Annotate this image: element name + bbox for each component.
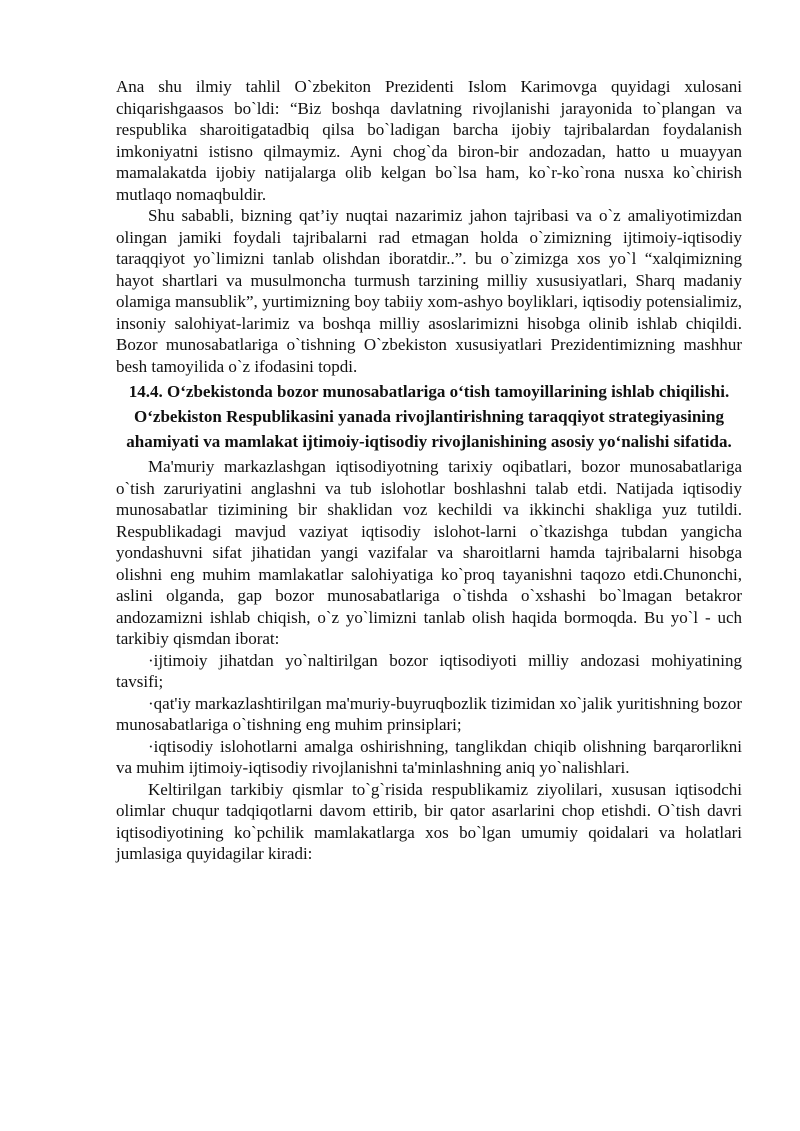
paragraph-main: Ma'muriy markazlashgan iqtisodiyotning tarixiy oqibatlari, bozor munosabatlariga o`tish zaruriyatini anglashni va tub islohotlar boshlashni talab etdi. Natijada iqtisodiy munosabatlar tizimining bir shaklidan voz kechildi va ikkinchi shakliga yuz tutildi. Respublikadagi mavjud vaziyat iqtisodiy islohot-larni o`tkazishga tubdan yangicha yondashuvni sifat jihatidan yangi vazifalar va sharoitlarni hamda tajribalarni hisobga olishni eng muhim mamlakatlar salohiyatiga ko`proq tayanishni taqozo etdi.Chunonchi, aslini olganda, gap bozor munosabatlariga o`tishda o`xshashi bo`lmagan betakror andozamizni ishlab chiqish, o`z yo`limizni tanlab olish haqida bormoqda. Bu yo`l - uch tarkibiy qismdan iborat: (116, 457, 742, 648)
list-item: ·ijtimoiy jihatdan yo`naltirilgan bozor iqtisodiyoti milliy andozasi mohiyatining tavsifi; (116, 650, 742, 691)
list-item: ·qat'iy markazlashtirilgan ma'muriy-buyruqbozlik tizimidan xo`jalik yuritishning bozor munosabatlariga o`tishning eng muhim prinsiplari; (116, 693, 742, 734)
paragraph-approach: Shu sababli, bizning qat’iy nuqtai nazarimiz jahon tajribasi va o`z amaliyotimizdan olingan jamiki foydali tajribalarni rad etmagan holda o`zimizning ijtimoiy-iqtisodiy taraqqiyot yo`limizni tanlab olishdan iboratdir..”. bu o`zimizga xos yo`l “xalqimizning hayot shartlari va musulmoncha turmush tarzining milliy xususiyatlari, Sharq madaniy olamiga mansublik”, yurtimizning boy tabiiy xom-ashyo boyliklari, iqtisodiy potensialimiz, insoniy salohiyat-larimiz va boshqa milliy asoslarimizni hisobga olinib ishlab chiqildi. Bozor munosabatlariga o`tishning O`zbekiston xususiyatlari Prezidentimizning mashhur besh tamoyilida o`z ifodasini topdi. (116, 206, 742, 376)
paragraph-intro: Ana shu ilmiy tahlil O`zbekiton Prezidenti Islom Karimovga quyidagi xulosani chiqarishgaasos bo`ldi: “Biz boshqa davlatning rivojlanishi jarayonida to`plangan va respublika sharoitigatadbiq qilsa bo`ladigan barcha ijobiy tajribalardan foydalanish imkoniyatni istisno qilmaymiz. Ayni chog`da biron-bir andozadan, hatto u muayyan mamalakatda ijobiy natijalarga olib kelgan bo`lsa ham, ko`r-ko`rona nusxa ko`chirish mutlaqo nomaqbuldir. (116, 77, 742, 204)
document-page (116, 76, 742, 865)
section-heading: 14.4. O‘zbekistonda bozor munosabatlariga o‘tish tamoyillarining ishlab chiqilishi. O‘zbekiston Respublikasini yanada rivojlantirishning taraqqiyot strategiyasining ahamiyati va mamlakat ijtimoiy-iqtisodiy rivojlanishining asosiy yo‘nalishi sifatida. (126, 382, 732, 451)
list-item: ·iqtisodiy islohotlarni amalga oshirishning, tanglikdan chiqib olishning barqarorlikni va muhim ijtimoiy-iqtisodiy rivojlanishni ta'minlashning aniq yo`nalishlari. (116, 736, 742, 777)
paragraph-conclusion: Keltirilgan tarkibiy qismlar to`g`risida respublikamiz ziyolilari, xususan iqtisodchi olimlar chuqur tadqiqotlarni davom ettirib, bir qator asarlarini chop etishdi. O`tish davri iqtisodiyotining ko`pchilik mamlakatlarga xos bo`lgan umumiy qoidalari va holatlari jumlasiga quyidagilar kiradi: (116, 779, 742, 863)
